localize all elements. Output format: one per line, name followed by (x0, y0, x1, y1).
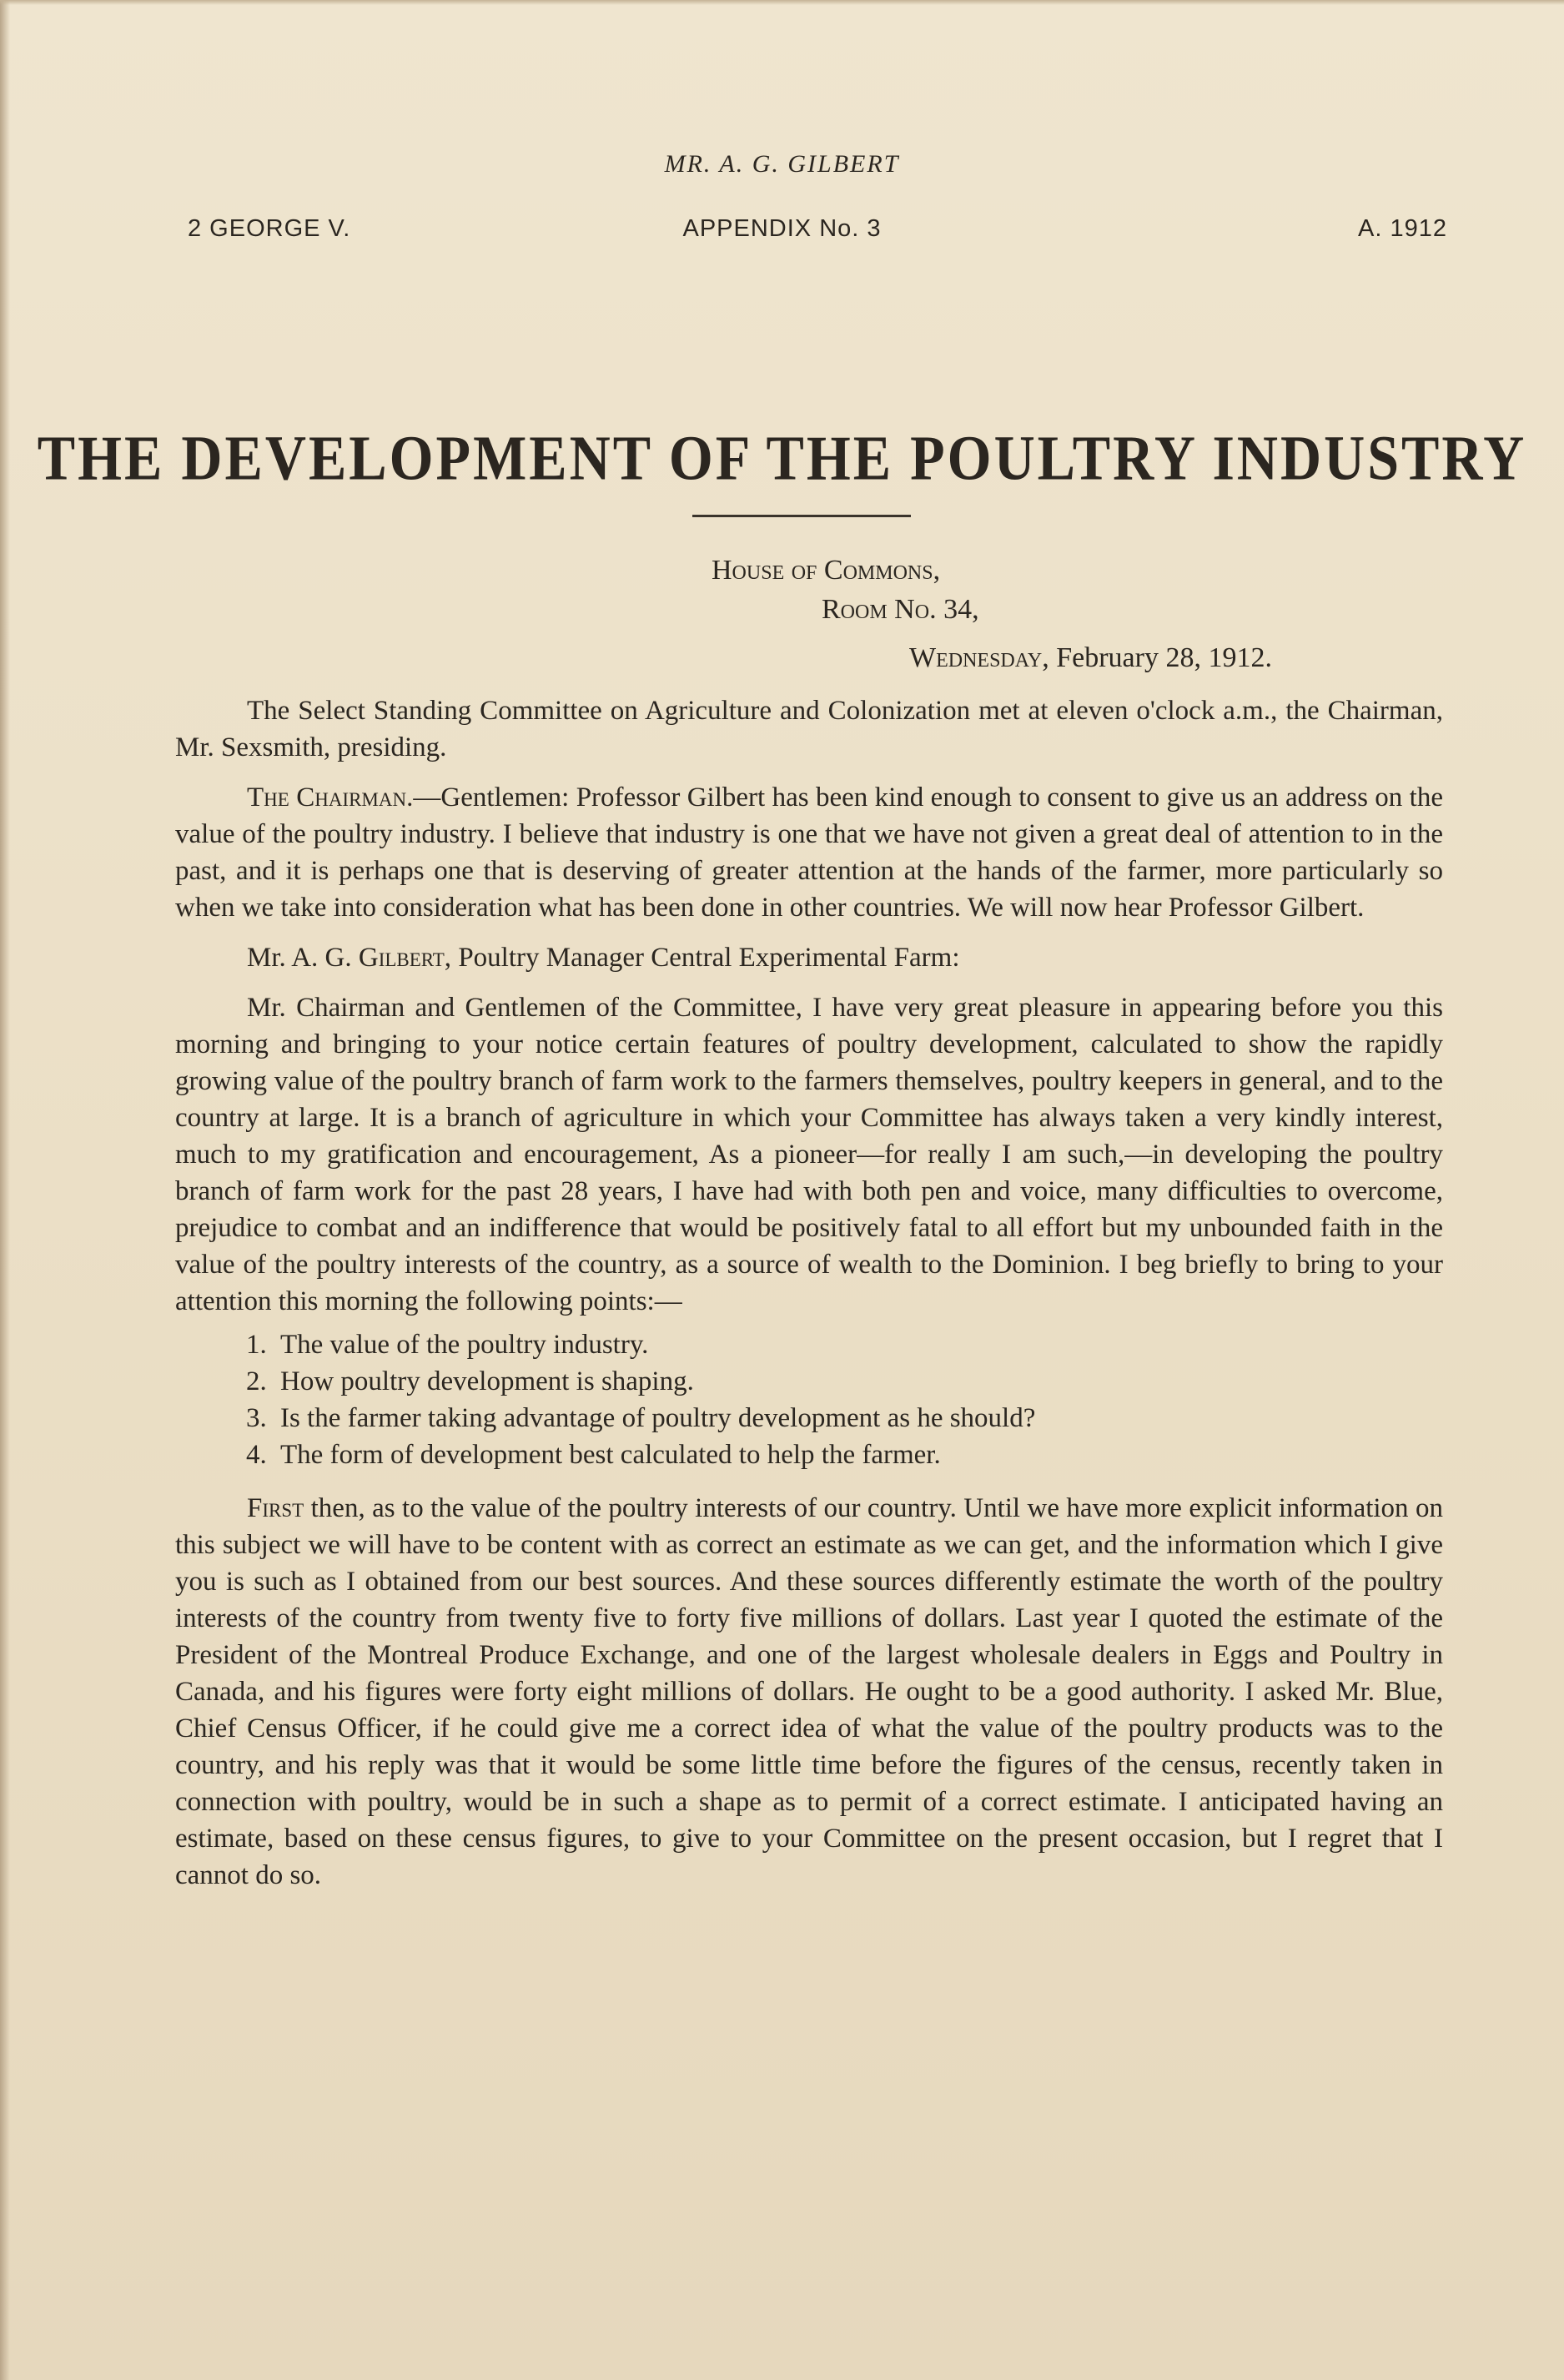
place-date-value: February 28, 1912. (1056, 642, 1272, 673)
point-item: 1. The value of the poultry industry. (274, 1326, 1443, 1363)
gilbert-title: Poultry Manager Central Experimental Farm: (451, 943, 960, 973)
chairman-paragraph (175, 779, 1443, 926)
title-rule (692, 515, 911, 517)
appendix-label: APPENDIX No. 3 (682, 215, 882, 242)
year-label: A. 1912 (1358, 215, 1447, 242)
points-list (175, 1326, 1443, 1473)
gilbert-name: Gilbert, (358, 943, 452, 973)
first-text: then, as to the value of the poultry interests of our country. Until we have more explicit information on this subject we will have to be content with as correct an estimate as we can get, and the information which I give you is such as I obtained from our best sources. And these sources differently estimate the worth of the poultry interests of the country from twenty five to forty five millions of dollars. Last year I quoted the estimate of the President of the Montreal Produce Exchange, and one of the largest wholesale dealers in Eggs and Poultry in Canada, and his figures were forty eight millions of dollars. He ought to be a good authority. I asked Mr. Blue, Chief Census Officer, if he could give me a correct idea of what the value of the poultry products was to the country, and his reply was that it would be some little time before the figures of the census, recently taken in connection with poultry, would be in such a shape as to permit of a correct estimate. I anticipated having an estimate, based on these census figures, to give to your Committee on the present occasion, but I regret that I cannot do so. (175, 1493, 1443, 1890)
place-room: Room No. 34, (822, 594, 979, 625)
first-lead: First (247, 1493, 304, 1523)
gilbert-prefix: Mr. A. G. (247, 943, 359, 973)
point-item: 3. Is the farmer taking advantage of poultry development as he should? (274, 1400, 1443, 1437)
place-house: House of Commons, (712, 555, 941, 586)
gilbert-intro-paragraph (175, 939, 1443, 976)
running-head: MR. A. G. GILBERT (664, 150, 900, 178)
body-text (175, 692, 1443, 1907)
address-paragraph: Mr. Chairman and Gentlemen of the Committee, I have very great pleasure in appearing before you this morning and bringing to your notice certain features of poultry development, calculated to show the rapidly growing value of the poultry branch of farm work to the farmers themselves, poultry keepers in general, and to the country at large. It is a branch of agriculture in which your Committee has always taken a very kindly interest, much to my gratification and encouragement, As a pioneer—for really I am such,—in developing the poultry branch of farm work for the past 28 years, I have had with both pen and voice, many difficulties to overcome, prejudice to combat and an indifference that would be positively fatal to all effort but my unbounded faith in the value of the poultry interests of the country, as a source of wealth to the Dominion. I beg briefly to bring to your attention this morning the following points:— (175, 993, 1443, 1316)
chairman-speaker: The Chairman. (247, 782, 414, 813)
intro-paragraph: The Select Standing Committee on Agriculture and Colonization met at eleven o'clock a.m., the Chairman, Mr. Sexsmith, presiding. (175, 696, 1443, 762)
page-title: THE DEVELOPMENT OF THE POULTRY INDUSTRY (37, 422, 1527, 494)
place-day: Wednesday, (909, 642, 1049, 673)
chairman-text: —Gentlemen: Professor Gilbert has been kind enough to consent to give us an address on the value of the poultry industry. I believe that industry is one that we have not given a great deal of attention to in the past, and it is perhaps one that is deserving of greater attention at the hands of the farmer, more particularly so when we take into consideration what has been done in other countries. We will now hear Professor Gilbert. (175, 782, 1444, 923)
place-date (909, 642, 1272, 674)
first-paragraph (175, 1490, 1443, 1894)
page-edge-shadow (0, 0, 10, 2380)
page-top-shadow (0, 0, 1564, 5)
session-label: 2 GEORGE V. (188, 215, 351, 242)
point-item: 4. The form of development best calculated to help the farmer. (274, 1437, 1443, 1473)
point-item: 2. How poultry development is shaping. (274, 1363, 1443, 1400)
